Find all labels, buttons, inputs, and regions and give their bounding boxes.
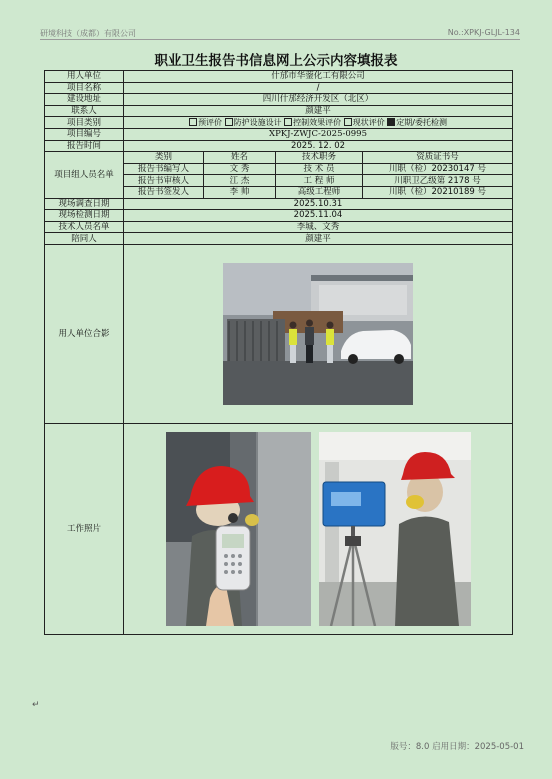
option-pre-eval: 预评价 bbox=[198, 117, 223, 127]
header-doc-number: No.:XPKJ-GLJL-134 bbox=[447, 28, 520, 37]
contact-label: 联系人 bbox=[45, 105, 124, 117]
row-work-photos bbox=[45, 423, 513, 634]
row-category bbox=[45, 117, 513, 129]
team-cert: 川职（检）20210189 号 bbox=[363, 186, 513, 198]
work-photo-cell bbox=[124, 423, 513, 634]
page-title: 职业卫生报告书信息网上公示内容填报表 bbox=[154, 53, 398, 69]
checkbox-periodic-testing[interactable] bbox=[387, 118, 395, 126]
team-name: 文 秀 bbox=[204, 163, 276, 175]
team-cert: 川职卫乙级第 2178 号 bbox=[363, 175, 513, 187]
project-name-value: / bbox=[124, 82, 513, 94]
work-photo-dust-sampler bbox=[319, 432, 471, 626]
project-no-label: 项目编号 bbox=[45, 128, 124, 140]
team-title: 工 程 师 bbox=[276, 175, 363, 187]
survey-date-label: 现场调查日期 bbox=[45, 198, 124, 210]
team-role: 报告书审核人 bbox=[124, 175, 204, 187]
project-no-value: XPKJ-ZWJC-2025-0995 bbox=[124, 128, 513, 140]
info-form-table bbox=[44, 70, 513, 635]
group-photo-label: 用人单位合影 bbox=[45, 244, 124, 423]
team-label: 项目组人员名单 bbox=[45, 152, 124, 198]
team-name: 李 帅 bbox=[204, 186, 276, 198]
category-options bbox=[124, 117, 513, 129]
category-label: 项目类别 bbox=[45, 117, 124, 129]
option-protection-design: 防护设施设计 bbox=[233, 117, 282, 127]
team-name: 江 杰 bbox=[204, 175, 276, 187]
row-employer bbox=[45, 71, 513, 83]
group-photo bbox=[223, 263, 413, 405]
row-survey-date bbox=[45, 198, 513, 210]
team-header-title: 技术职务 bbox=[276, 152, 363, 164]
team-title: 高级工程师 bbox=[276, 186, 363, 198]
team-role: 报告书编写人 bbox=[124, 163, 204, 175]
paragraph-mark: ↵ bbox=[32, 700, 40, 710]
team-header-role: 类别 bbox=[124, 152, 204, 164]
group-photo-cell bbox=[124, 244, 513, 423]
checkbox-control-eval[interactable] bbox=[284, 118, 292, 126]
row-staff bbox=[45, 221, 513, 233]
report-date-value: 2025. 12. 02 bbox=[124, 140, 513, 152]
row-test-date bbox=[45, 210, 513, 222]
checkbox-pre-eval[interactable] bbox=[189, 118, 197, 126]
team-title: 技 术 员 bbox=[276, 163, 363, 175]
test-date-value: 2025.11.04 bbox=[124, 210, 513, 222]
row-group-photo bbox=[45, 244, 513, 423]
address-value: 四川什邡经济开发区（北区） bbox=[124, 94, 513, 106]
option-periodic-testing: 定期/委托检测 bbox=[396, 117, 447, 127]
contact-value: 颜建平 bbox=[124, 105, 513, 117]
option-control-eval: 控制效果评价 bbox=[293, 117, 342, 127]
footer-version: 版号：8.0 启用日期：2025-05-01 bbox=[390, 742, 524, 752]
row-project-no bbox=[45, 128, 513, 140]
team-role: 报告书签发人 bbox=[124, 186, 204, 198]
survey-date-value: 2025.10.31 bbox=[124, 198, 513, 210]
row-team-header bbox=[45, 152, 513, 164]
option-status-eval: 现状评价 bbox=[352, 117, 385, 127]
employer-value: 什邡市华蓥化工有限公司 bbox=[124, 71, 513, 83]
row-escort bbox=[45, 233, 513, 245]
escort-label: 陪同人 bbox=[45, 233, 124, 245]
employer-label: 用人单位 bbox=[45, 71, 124, 83]
staff-value: 李城、文秀 bbox=[124, 221, 513, 233]
row-report-date bbox=[45, 140, 513, 152]
row-address bbox=[45, 94, 513, 106]
project-name-label: 项目名称 bbox=[45, 82, 124, 94]
staff-label: 技术人员名单 bbox=[45, 221, 124, 233]
checkbox-protection-design[interactable] bbox=[225, 118, 233, 126]
work-photo-label: 工作照片 bbox=[45, 423, 124, 634]
checkbox-status-eval[interactable] bbox=[344, 118, 352, 126]
row-project-name bbox=[45, 82, 513, 94]
header-rule bbox=[40, 39, 520, 40]
team-header-cert: 资质证书号 bbox=[363, 152, 513, 164]
test-date-label: 现场检测日期 bbox=[45, 210, 124, 222]
team-header-name: 姓名 bbox=[204, 152, 276, 164]
row-contact bbox=[45, 105, 513, 117]
team-cert: 川职（检）20230147 号 bbox=[363, 163, 513, 175]
work-photo-sound-meter bbox=[166, 432, 311, 626]
header-company: 研境科技（成都）有限公司 bbox=[40, 29, 136, 38]
address-label: 建设地址 bbox=[45, 94, 124, 106]
escort-value: 颜建平 bbox=[124, 233, 513, 245]
report-date-label: 报告时间 bbox=[45, 140, 124, 152]
